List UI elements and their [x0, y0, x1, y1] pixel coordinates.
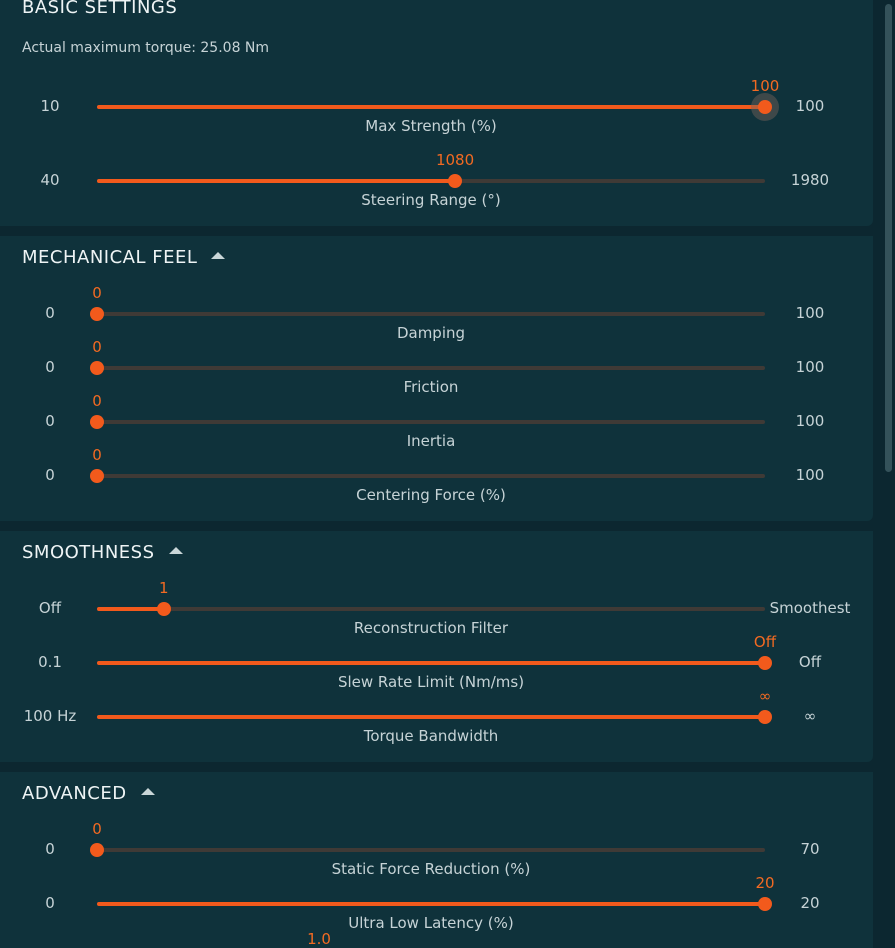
slider-name-label: Static Force Reduction (%) [331, 860, 531, 878]
smoothness-header[interactable] [22, 542, 183, 563]
slider-max-label: 100 [795, 97, 825, 115]
slider-max-label: Smoothest [769, 599, 851, 617]
slider-value-label: 1 [159, 579, 169, 597]
slider-name-label: Steering Range (°) [361, 191, 501, 209]
slider-max-label: Off [798, 653, 822, 671]
slider-max-label: 100 [795, 304, 825, 322]
slider-track[interactable] [97, 579, 765, 611]
slider-min-label: 0 [45, 358, 55, 376]
slider-thumb[interactable] [90, 843, 104, 857]
slider-max-label: 100 [795, 466, 825, 484]
mechanical-feel-header[interactable] [22, 247, 225, 268]
collapse-caret-icon[interactable] [169, 547, 183, 554]
collapse-caret-icon[interactable] [211, 252, 225, 259]
slider-min-label: Off [38, 599, 62, 617]
slider-max-label: ∞ [803, 707, 817, 725]
actual-max-torque-text: Actual maximum torque: 25.08 Nm [22, 40, 270, 56]
slider-name-label: Damping [396, 324, 466, 342]
slider-value-label: 0 [92, 446, 102, 464]
slider-fill [97, 105, 765, 109]
slider-inertia [0, 392, 873, 453]
slider-name-label: Ultra Low Latency (%) [348, 914, 514, 932]
slider-track[interactable] [97, 633, 777, 665]
slider-value-label: 1080 [435, 151, 475, 169]
slider-track[interactable] [92, 392, 765, 424]
slider-torque-bandwidth [0, 687, 873, 748]
scrollbar[interactable] [881, 0, 895, 948]
slider-steering-range [0, 151, 873, 212]
slider-min-label: 0 [45, 412, 55, 430]
slider-slew-rate-limit [0, 633, 873, 694]
slider-fill [97, 179, 455, 183]
slider-thumb[interactable] [448, 174, 462, 188]
slider-max-label: 70 [800, 840, 820, 858]
slider-min-label: 0 [45, 304, 55, 322]
slider-track[interactable] [92, 446, 765, 478]
slider-name-label: Reconstruction Filter [353, 619, 509, 637]
basic-settings-panel [0, 0, 873, 226]
scrollbar-thumb[interactable] [885, 4, 892, 472]
slider-value-label: 0 [92, 284, 102, 302]
advanced-panel [0, 772, 873, 948]
slider-min-label: 0 [45, 894, 55, 912]
slider-name-label: Torque Bandwidth [363, 727, 499, 745]
collapse-caret-icon[interactable] [141, 788, 155, 795]
advanced-title: ADVANCED [22, 783, 127, 804]
slider-min-label: 0 [45, 840, 55, 858]
slider-centering-force [0, 446, 873, 507]
slider-min-label: 0.1 [38, 653, 62, 671]
slider-value-label: 0 [92, 338, 102, 356]
smoothness-title: SMOOTHNESS [22, 542, 155, 563]
slider-ultra-low-latency [0, 874, 873, 935]
slider-track[interactable] [97, 151, 765, 183]
slider-max-label: 100 [795, 412, 825, 430]
slider-thumb[interactable] [157, 602, 171, 616]
slider-max-strength [0, 77, 873, 138]
slider-track[interactable] [92, 820, 765, 852]
slider-track[interactable] [97, 874, 775, 906]
slider-value-label: ∞ [758, 687, 772, 705]
slider-min-label: 100 Hz [23, 707, 77, 725]
slider-name-label: Centering Force (%) [356, 486, 506, 504]
slider-name-label: Inertia [406, 432, 456, 450]
slider-value-label: 100 [750, 77, 780, 95]
slider-value-label: 0 [92, 392, 102, 410]
slider-fill [97, 715, 765, 719]
slider-max-label: 20 [800, 894, 820, 912]
slider-name-label: Slew Rate Limit (Nm/ms) [337, 673, 525, 691]
smoothness-panel [0, 531, 873, 762]
slider-fill [97, 902, 765, 906]
advanced-header[interactable] [22, 783, 155, 804]
mechanical-feel-title: MECHANICAL FEEL [22, 247, 198, 268]
slider-value-label: 0 [92, 820, 102, 838]
slider-track[interactable] [97, 687, 772, 719]
mechanical-feel-panel [0, 236, 873, 521]
slider-thumb[interactable] [90, 307, 104, 321]
slider-min-label: 40 [40, 171, 60, 189]
slider-track[interactable] [92, 284, 765, 316]
slider-friction [0, 338, 873, 399]
slider-max-label: 100 [795, 358, 825, 376]
slider-value-label: Off [753, 633, 777, 651]
partial-slider-value: 1.0 [307, 930, 331, 948]
slider-max-label: 1980 [790, 171, 830, 189]
slider-thumb[interactable] [90, 415, 104, 429]
slider-min-label: 0 [45, 466, 55, 484]
slider-thumb[interactable] [90, 469, 104, 483]
slider-fill [97, 607, 164, 611]
slider-reconstruction-filter [0, 579, 873, 640]
basic-settings-title: BASIC SETTINGS [22, 0, 178, 18]
slider-track[interactable] [92, 338, 765, 370]
slider-min-label: 10 [40, 97, 60, 115]
slider-name-label: Max Strength (%) [365, 117, 497, 135]
slider-static-force-reduction [0, 820, 873, 881]
slider-track[interactable] [97, 77, 780, 109]
slider-name-label: Friction [403, 378, 459, 396]
slider-damping [0, 284, 873, 345]
slider-value-label: 20 [755, 874, 775, 892]
slider-thumb[interactable] [90, 361, 104, 375]
slider-fill [97, 661, 765, 665]
